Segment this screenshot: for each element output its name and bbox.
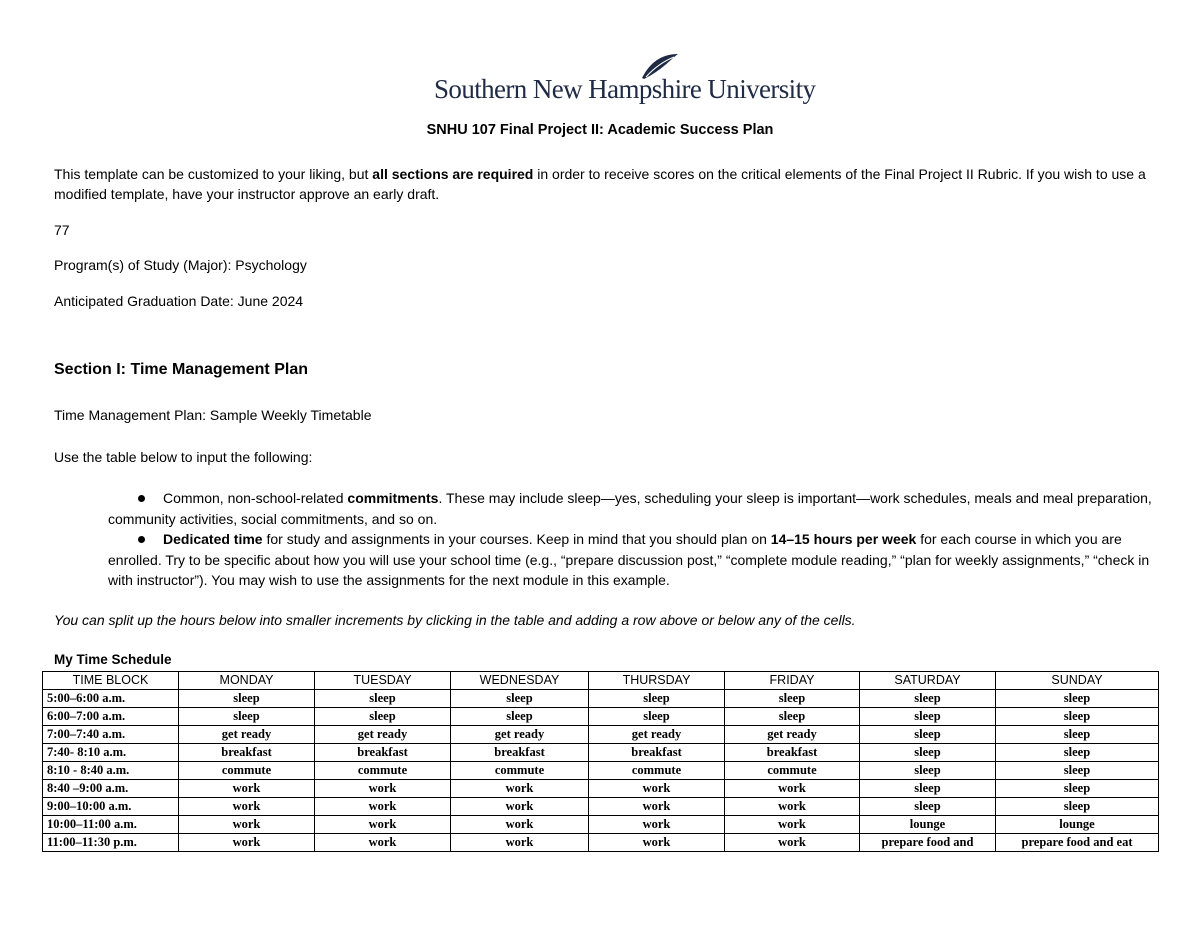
bullet-icon bbox=[138, 536, 145, 543]
time-block-cell[interactable]: 9:00–10:00 a.m. bbox=[43, 798, 179, 816]
bullet-icon bbox=[138, 495, 145, 502]
schedule-cell[interactable]: work bbox=[725, 834, 860, 852]
intro-paragraph: This template can be customized to your liking, but all sections are required in order to receive scores on the critical elements of the Final Project II Rubric. If you wish to use a modified template, have your instructor approve an early draft. bbox=[54, 166, 1146, 202]
schedule-cell[interactable]: work bbox=[451, 816, 589, 834]
schedule-cell[interactable]: sleep bbox=[996, 762, 1159, 780]
schedule-cell[interactable]: commute bbox=[725, 762, 860, 780]
schedule-cell[interactable]: sleep bbox=[179, 690, 315, 708]
schedule-cell[interactable]: commute bbox=[589, 762, 725, 780]
list-item: Common, non-school-related commitments. These may include sleep—yes, scheduling your sleep is important—work schedules, meals and meal preparation, community activities, social commitments, and so on. bbox=[108, 490, 1152, 527]
section-heading: Section I: Time Management Plan bbox=[54, 361, 308, 378]
schedule-cell[interactable]: sleep bbox=[996, 798, 1159, 816]
schedule-cell[interactable]: sleep bbox=[860, 726, 996, 744]
schedule-cell[interactable]: work bbox=[451, 798, 589, 816]
schedule-cell[interactable]: get ready bbox=[725, 726, 860, 744]
document-title: SNHU 107 Final Project II: Academic Success Plan bbox=[426, 122, 774, 138]
schedule-cell[interactable]: work bbox=[179, 816, 315, 834]
schedule-cell[interactable]: sleep bbox=[860, 744, 996, 762]
schedule-cell[interactable]: sleep bbox=[589, 708, 725, 726]
time-block-cell[interactable]: 7:00–7:40 a.m. bbox=[43, 726, 179, 744]
time-schedule-table bbox=[42, 671, 1159, 852]
schedule-cell[interactable]: breakfast bbox=[725, 744, 860, 762]
time-block-cell[interactable]: 5:00–6:00 a.m. bbox=[43, 690, 179, 708]
schedule-cell[interactable]: work bbox=[179, 834, 315, 852]
time-block-cell[interactable]: 7:40- 8:10 a.m. bbox=[43, 744, 179, 762]
schedule-cell[interactable]: commute bbox=[179, 762, 315, 780]
schedule-cell[interactable]: sleep bbox=[860, 762, 996, 780]
schedule-cell[interactable]: sleep bbox=[315, 708, 451, 726]
schedule-cell[interactable]: sleep bbox=[315, 690, 451, 708]
table-row bbox=[43, 744, 1159, 762]
schedule-cell[interactable]: work bbox=[589, 816, 725, 834]
schedule-cell[interactable]: work bbox=[725, 816, 860, 834]
graduation-date: Anticipated Graduation Date: June 2024 bbox=[54, 293, 304, 309]
split-hours-note: You can split up the hours below into smaller increments by clicking in the table and adding a row above or below any of the cells. bbox=[54, 612, 856, 628]
column-header: MONDAY bbox=[179, 672, 315, 690]
schedule-cell[interactable]: work bbox=[451, 780, 589, 798]
table-row bbox=[43, 798, 1159, 816]
instruction-bullets bbox=[108, 488, 1158, 591]
schedule-cell[interactable]: commute bbox=[315, 762, 451, 780]
schedule-cell[interactable]: work bbox=[589, 798, 725, 816]
schedule-cell[interactable]: work bbox=[315, 834, 451, 852]
time-block-cell[interactable]: 8:40 –9:00 a.m. bbox=[43, 780, 179, 798]
schedule-cell[interactable]: prepare food and eat bbox=[996, 834, 1159, 852]
schedule-cell[interactable]: sleep bbox=[996, 780, 1159, 798]
table-body bbox=[43, 690, 1159, 852]
list-item: Dedicated time for study and assignments in your courses. Keep in mind that you should plan on 14–15 hours per week for each course in which you are enrolled. Try to be specific about how you will use your school time (e.g., “prepare discussion post,” “complete module reading,” “plan for weekly assignments,” “check in with instructor”). You may wish to use the assignments for the next module in this example. bbox=[108, 531, 1150, 588]
section-subtitle: Time Management Plan: Sample Weekly Timetable bbox=[54, 407, 372, 423]
logo-text: Southern New Hampshire University bbox=[434, 74, 816, 104]
schedule-cell[interactable]: work bbox=[315, 798, 451, 816]
schedule-cell[interactable]: breakfast bbox=[315, 744, 451, 762]
schedule-cell[interactable]: sleep bbox=[860, 690, 996, 708]
schedule-cell[interactable]: work bbox=[315, 816, 451, 834]
schedule-cell[interactable]: commute bbox=[451, 762, 589, 780]
schedule-cell[interactable]: sleep bbox=[860, 708, 996, 726]
schedule-cell[interactable]: sleep bbox=[179, 708, 315, 726]
schedule-cell[interactable]: work bbox=[179, 780, 315, 798]
table-instruction: Use the table below to input the following: bbox=[54, 449, 313, 465]
column-header: TUESDAY bbox=[315, 672, 451, 690]
student-id: 77 bbox=[54, 222, 70, 238]
time-block-cell[interactable]: 10:00–11:00 a.m. bbox=[43, 816, 179, 834]
table-row bbox=[43, 816, 1159, 834]
schedule-cell[interactable]: breakfast bbox=[179, 744, 315, 762]
schedule-cell[interactable]: lounge bbox=[860, 816, 996, 834]
column-header: TIME BLOCK bbox=[43, 672, 179, 690]
table-header-row bbox=[43, 672, 1159, 690]
schedule-cell[interactable]: sleep bbox=[589, 690, 725, 708]
schedule-cell[interactable]: prepare food and bbox=[860, 834, 996, 852]
university-logo bbox=[432, 52, 816, 108]
column-header: THURSDAY bbox=[589, 672, 725, 690]
table-row bbox=[43, 762, 1159, 780]
table-row bbox=[43, 690, 1159, 708]
column-header: SATURDAY bbox=[860, 672, 996, 690]
time-block-cell[interactable]: 11:00–11:30 p.m. bbox=[43, 834, 179, 852]
column-header: FRIDAY bbox=[725, 672, 860, 690]
schedule-cell[interactable]: get ready bbox=[315, 726, 451, 744]
schedule-cell[interactable]: breakfast bbox=[589, 744, 725, 762]
table-row bbox=[43, 726, 1159, 744]
schedule-cell[interactable]: sleep bbox=[996, 744, 1159, 762]
schedule-cell[interactable]: work bbox=[589, 834, 725, 852]
schedule-cell[interactable]: sleep bbox=[725, 708, 860, 726]
schedule-cell[interactable]: sleep bbox=[996, 708, 1159, 726]
column-header: WEDNESDAY bbox=[451, 672, 589, 690]
schedule-cell[interactable]: sleep bbox=[725, 690, 860, 708]
time-block-cell[interactable]: 6:00–7:00 a.m. bbox=[43, 708, 179, 726]
schedule-cell[interactable]: work bbox=[451, 834, 589, 852]
schedule-cell[interactable]: breakfast bbox=[451, 744, 589, 762]
schedule-cell[interactable]: work bbox=[315, 780, 451, 798]
schedule-cell[interactable]: sleep bbox=[860, 798, 996, 816]
schedule-cell[interactable]: sleep bbox=[996, 690, 1159, 708]
table-row bbox=[43, 780, 1159, 798]
table-row bbox=[43, 834, 1159, 852]
schedule-cell[interactable]: work bbox=[589, 780, 725, 798]
time-block-cell[interactable]: 8:10 - 8:40 a.m. bbox=[43, 762, 179, 780]
schedule-cell[interactable]: get ready bbox=[589, 726, 725, 744]
schedule-cell[interactable]: get ready bbox=[179, 726, 315, 744]
schedule-cell[interactable]: lounge bbox=[996, 816, 1159, 834]
schedule-cell[interactable]: work bbox=[179, 798, 315, 816]
table-caption: My Time Schedule bbox=[54, 652, 172, 667]
program-of-study: Program(s) of Study (Major): Psychology bbox=[54, 257, 307, 273]
schedule-cell[interactable]: sleep bbox=[451, 708, 589, 726]
schedule-cell[interactable]: sleep bbox=[451, 690, 589, 708]
schedule-cell[interactable]: get ready bbox=[451, 726, 589, 744]
schedule-cell[interactable]: work bbox=[725, 780, 860, 798]
column-header: SUNDAY bbox=[996, 672, 1159, 690]
schedule-cell[interactable]: sleep bbox=[996, 726, 1159, 744]
table-row bbox=[43, 708, 1159, 726]
schedule-cell[interactable]: sleep bbox=[860, 780, 996, 798]
schedule-cell[interactable]: work bbox=[725, 798, 860, 816]
